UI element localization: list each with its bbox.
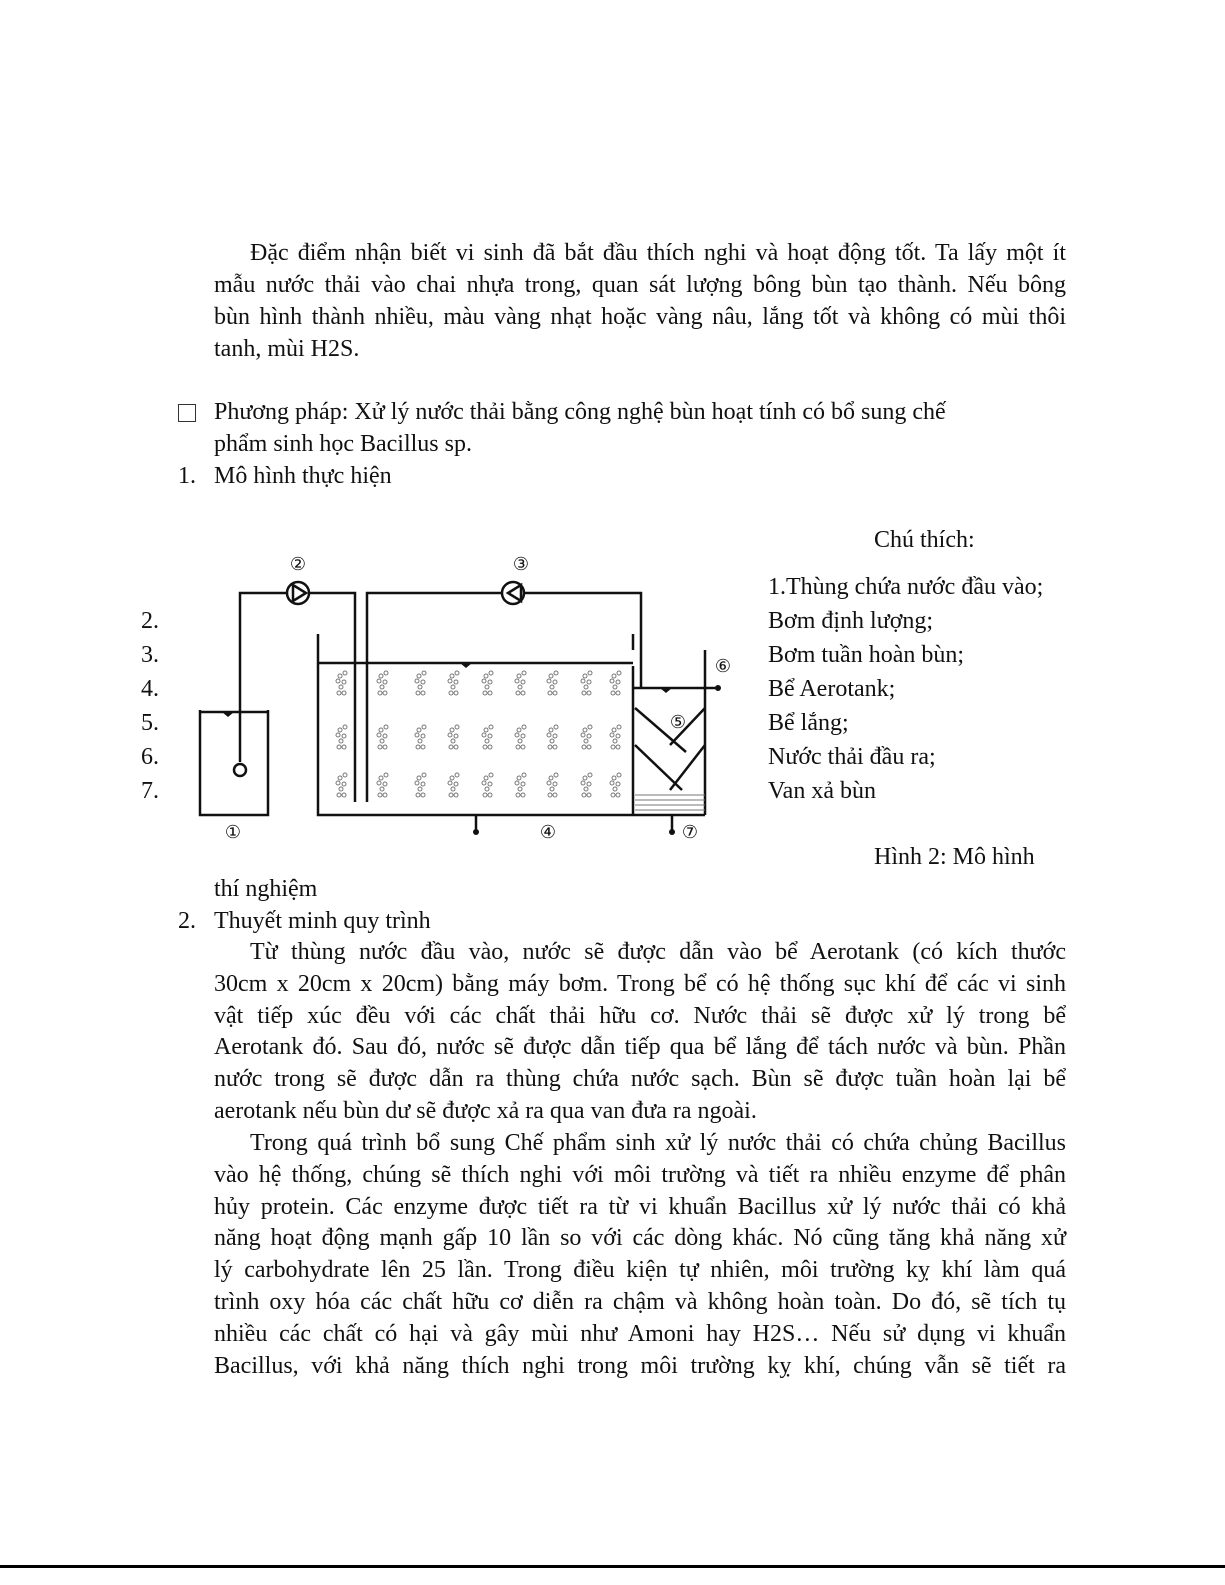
bubble [553, 691, 557, 695]
bubble [488, 691, 492, 695]
bubble [343, 671, 347, 675]
bubble [515, 781, 519, 785]
pump-2-icon [287, 582, 309, 604]
bubble [553, 680, 557, 684]
bubble [383, 793, 387, 797]
legend-number: 4. [141, 676, 159, 702]
bubble [336, 733, 340, 737]
bubble [383, 680, 387, 684]
bubble [378, 745, 382, 749]
bubble [587, 793, 591, 797]
bubble [339, 739, 343, 743]
legend-item: Bơm định lượng; [768, 608, 934, 634]
air-bubbles [336, 671, 621, 797]
bubble [454, 782, 458, 786]
bubble [379, 728, 383, 732]
bubble [448, 733, 452, 737]
bubble [415, 679, 419, 683]
bubble [342, 734, 346, 738]
bubble [584, 739, 588, 743]
bubble [377, 679, 381, 683]
bubble [338, 728, 342, 732]
bubble [548, 793, 552, 797]
bubble [613, 685, 617, 689]
legend-number: 5. [141, 710, 159, 736]
bubble [518, 739, 522, 743]
bubble [416, 793, 420, 797]
bubble [449, 745, 453, 749]
bubble [583, 728, 587, 732]
bubble [342, 793, 346, 797]
bubble [582, 745, 586, 749]
bubble [451, 787, 455, 791]
bubble [418, 787, 422, 791]
bubble [342, 745, 346, 749]
bubble [581, 679, 585, 683]
bubble [549, 674, 553, 678]
bubble [612, 728, 616, 732]
bubble [418, 685, 422, 689]
bubble [338, 776, 342, 780]
bubble [455, 773, 459, 777]
section-title: Thuyết minh quy trình [214, 908, 431, 934]
bubble [454, 793, 458, 797]
bubble [378, 793, 382, 797]
bubble [485, 787, 489, 791]
bubble [610, 781, 614, 785]
bubble [336, 679, 340, 683]
bubble [553, 793, 557, 797]
intro-line: Đặc điểm nhận biết vi sinh đã bắt đầu thích nghi và hoạt động tốt. Ta lấy một ít [250, 240, 1066, 266]
bubble [517, 674, 521, 678]
bubble [416, 691, 420, 695]
bubble [548, 745, 552, 749]
paragraph-line: lý carbohydrate lên 25 lần. Trong điều kiện tự nhiên, môi trường kỵ khí làm quá [214, 1257, 1066, 1284]
bubble [582, 793, 586, 797]
bubble [517, 728, 521, 732]
intro-line: tanh, mùi H2S. [214, 336, 360, 362]
diagram-label-6: ⑥ [714, 656, 732, 676]
bubble [483, 793, 487, 797]
diagram-label-7: ⑦ [681, 822, 699, 842]
bubble [517, 776, 521, 780]
diagram-label-2: ② [289, 554, 307, 574]
bubble [488, 734, 492, 738]
bubble [339, 685, 343, 689]
figure-caption: thí nghiệm [214, 876, 318, 902]
bubble [521, 782, 525, 786]
bubble [489, 773, 493, 777]
bubble [521, 691, 525, 695]
bubble [610, 679, 614, 683]
paragraph-line: vào hệ thống, chúng sẽ thích nghi với môi trường và tiết ra nhiều enzyme để phân [214, 1161, 1066, 1188]
bubble [515, 733, 519, 737]
bubble [343, 773, 347, 777]
bubble [483, 691, 487, 695]
bubble [380, 739, 384, 743]
bubble [448, 781, 452, 785]
method-line: phẩm sinh học Bacillus sp. [214, 431, 472, 457]
bubble [421, 793, 425, 797]
bubble [484, 728, 488, 732]
bubble [455, 725, 459, 729]
bubble [383, 782, 387, 786]
bubble [421, 691, 425, 695]
bubble [337, 745, 341, 749]
bubble [554, 671, 558, 675]
bubble [485, 739, 489, 743]
bubble [483, 745, 487, 749]
bubble [547, 679, 551, 683]
bubble [516, 691, 520, 695]
page-bottom-border [0, 1565, 1225, 1568]
bubble [616, 793, 620, 797]
bubble [484, 674, 488, 678]
bubble [588, 725, 592, 729]
bubble [612, 674, 616, 678]
bubble [617, 773, 621, 777]
bubble [584, 685, 588, 689]
bubble [454, 680, 458, 684]
bubble [422, 725, 426, 729]
bubble [616, 691, 620, 695]
paragraph-line: 30cm x 20cm x 20cm) bằng máy bơm. Trong bể có hệ thống sục khí để các vi sinh [214, 970, 1066, 997]
bubble [488, 680, 492, 684]
paragraph-line: năng hoạt động mạnh gấp 10 lần so với các dòng khác. Nó cũng tăng khả năng xử [214, 1225, 1066, 1252]
figure-caption: Hình 2: Mô hình [874, 844, 1035, 870]
bubble [488, 745, 492, 749]
bubble [583, 776, 587, 780]
legend-number: 2. [141, 608, 159, 634]
bubble [554, 725, 558, 729]
bubble [450, 674, 454, 678]
bubble [547, 733, 551, 737]
bubble [448, 679, 452, 683]
bubble [611, 745, 615, 749]
bubble [553, 782, 557, 786]
legend-item: 1.Thùng chứa nước đầu vào; [768, 574, 1044, 600]
bubble [415, 781, 419, 785]
bubble [343, 725, 347, 729]
section-number: 2. [178, 908, 196, 934]
bubble [454, 734, 458, 738]
paragraph-line: vật tiếp xúc đều với các chất thải hữu cơ. Nước thải sẽ được xử lý trong bể [214, 1002, 1066, 1029]
bubble [421, 745, 425, 749]
bubble [616, 782, 620, 786]
bubble [377, 733, 381, 737]
bubble [383, 734, 387, 738]
bubble [342, 691, 346, 695]
bubble [587, 782, 591, 786]
bubble [482, 733, 486, 737]
bubble [380, 685, 384, 689]
bubble [522, 671, 526, 675]
paragraph-line: aerotank nếu bùn dư sẽ được xả ra qua van đưa ra ngoài. [214, 1098, 757, 1124]
intro-line: bùn hình thành nhiều, màu vàng nhạt hoặc vàng nâu, lắng tốt và không có mùi thôi [214, 304, 1066, 330]
bubble [450, 776, 454, 780]
bubble [380, 787, 384, 791]
bubble [549, 776, 553, 780]
bubble [548, 691, 552, 695]
bubble [339, 787, 343, 791]
bubble [418, 739, 422, 743]
bubble [522, 773, 526, 777]
bubble [518, 685, 522, 689]
bubble [489, 725, 493, 729]
legend-number: 7. [141, 778, 159, 804]
bubble [383, 691, 387, 695]
legend-number: 3. [141, 642, 159, 668]
bubble [515, 679, 519, 683]
bubble [616, 745, 620, 749]
legend-item: Bể lắng; [768, 710, 849, 736]
legend-item: Bể Aerotank; [768, 676, 896, 702]
bubble [587, 680, 591, 684]
bubble [587, 734, 591, 738]
bubble [583, 674, 587, 678]
bubble [554, 773, 558, 777]
bubble [521, 793, 525, 797]
bubble [454, 691, 458, 695]
bubble [610, 733, 614, 737]
bubble [337, 691, 341, 695]
bubble [547, 781, 551, 785]
bubble [550, 739, 554, 743]
section-title: Mô hình thực hiện [214, 463, 392, 489]
bubble [516, 745, 520, 749]
section-number: 1. [178, 463, 196, 489]
bubble [337, 793, 341, 797]
bubble [336, 781, 340, 785]
bubble [482, 679, 486, 683]
diagram-label-3: ③ [512, 554, 530, 574]
bubble [521, 680, 525, 684]
bubble [549, 728, 553, 732]
bubble [422, 773, 426, 777]
bubble [550, 787, 554, 791]
legend-item: Van xả bùn [768, 778, 876, 804]
bubble [613, 739, 617, 743]
bubble [617, 671, 621, 675]
bubble [516, 793, 520, 797]
bubble [455, 671, 459, 675]
bubble [550, 685, 554, 689]
paragraph-line: Aerotank đó. Sau đó, nước sẽ được dẫn tiếp qua bể lắng để tách nước và bùn. Phần [214, 1034, 1066, 1061]
bubble [384, 725, 388, 729]
bubble [581, 733, 585, 737]
bubble [613, 787, 617, 791]
bubble [588, 773, 592, 777]
bubble [377, 781, 381, 785]
bubble [582, 691, 586, 695]
bubble [612, 776, 616, 780]
bubble [617, 725, 621, 729]
bubble [611, 793, 615, 797]
bubble [379, 776, 383, 780]
bubble [616, 734, 620, 738]
paragraph-line: Từ thùng nước đầu vào, nước sẽ được dẫn vào bể Aerotank (có kích thước [250, 939, 1066, 965]
bubble [587, 691, 591, 695]
bubble [417, 728, 421, 732]
paragraph-line: nhiều các chất có hại và gây mùi như Amoni hay H2S… Nếu sử dụng vi khuẩn [214, 1320, 1066, 1347]
bubble [421, 680, 425, 684]
bubble [553, 734, 557, 738]
diagram-label-5: ⑤ [669, 712, 687, 732]
legend-number: 6. [141, 744, 159, 770]
legend-item: Bơm tuần hoàn bùn; [768, 642, 965, 668]
bubble [616, 680, 620, 684]
bubble [421, 734, 425, 738]
bubble [489, 671, 493, 675]
bubble [422, 671, 426, 675]
bubble [587, 745, 591, 749]
bubble [454, 745, 458, 749]
paragraph-line: nước trong sẽ được dẫn ra thùng chứa nước sạch. Bùn sẽ được tuần hoàn lại bể [214, 1066, 1066, 1093]
bubble [488, 782, 492, 786]
diagram-label-4: ④ [539, 822, 557, 842]
bubble [449, 793, 453, 797]
bubble [553, 745, 557, 749]
bubble [417, 674, 421, 678]
bubble [484, 776, 488, 780]
bubble [342, 782, 346, 786]
diagram-label-1: ① [224, 822, 242, 842]
method-line: Phương pháp: Xử lý nước thải bằng công nghệ bùn hoạt tính có bổ sung chế [214, 399, 946, 425]
bubble [383, 745, 387, 749]
bubble [584, 787, 588, 791]
bubble [417, 776, 421, 780]
bubble [384, 773, 388, 777]
bubble [451, 739, 455, 743]
bubble [588, 671, 592, 675]
bubble [581, 781, 585, 785]
bubble [379, 674, 383, 678]
pump-3-icon [502, 582, 524, 604]
bubble [449, 691, 453, 695]
bubble [482, 781, 486, 785]
bubble [378, 691, 382, 695]
legend-title: Chú thích: [874, 527, 975, 553]
bubble [522, 725, 526, 729]
bubble [416, 745, 420, 749]
bubble [518, 787, 522, 791]
paragraph-line: trình oxy hóa các chất hữu cơ diễn ra chậm và không hoàn toàn. Do đó, sẽ tích tụ [214, 1289, 1066, 1315]
legend-item: Nước thải đầu ra; [768, 744, 936, 770]
paragraph-line: hủy protein. Các enzyme được tiết ra từ vi khuẩn Bacillus xử lý nước thải có khả [214, 1193, 1066, 1220]
bubble [611, 691, 615, 695]
paragraph-line: Trong quá trình bổ sung Chế phẩm sinh xử lý nước thải có chứa chủng Bacillus [250, 1130, 1066, 1156]
bubble [485, 685, 489, 689]
bubble [450, 728, 454, 732]
bubble [488, 793, 492, 797]
bubble [342, 680, 346, 684]
bubble [521, 745, 525, 749]
paragraph-line: Bacillus, với khả năng thích nghi trong môi trường kỵ khí, chúng vẫn sẽ tiết ra [214, 1352, 1066, 1379]
bubble [338, 674, 342, 678]
bubble [384, 671, 388, 675]
bubble [415, 733, 419, 737]
intro-line: mẫu nước thải vào chai nhựa trong, quan sát lượng bông bùn tạo thành. Nếu bông [214, 272, 1066, 298]
bubble [451, 685, 455, 689]
bubble [421, 782, 425, 786]
bubble [521, 734, 525, 738]
